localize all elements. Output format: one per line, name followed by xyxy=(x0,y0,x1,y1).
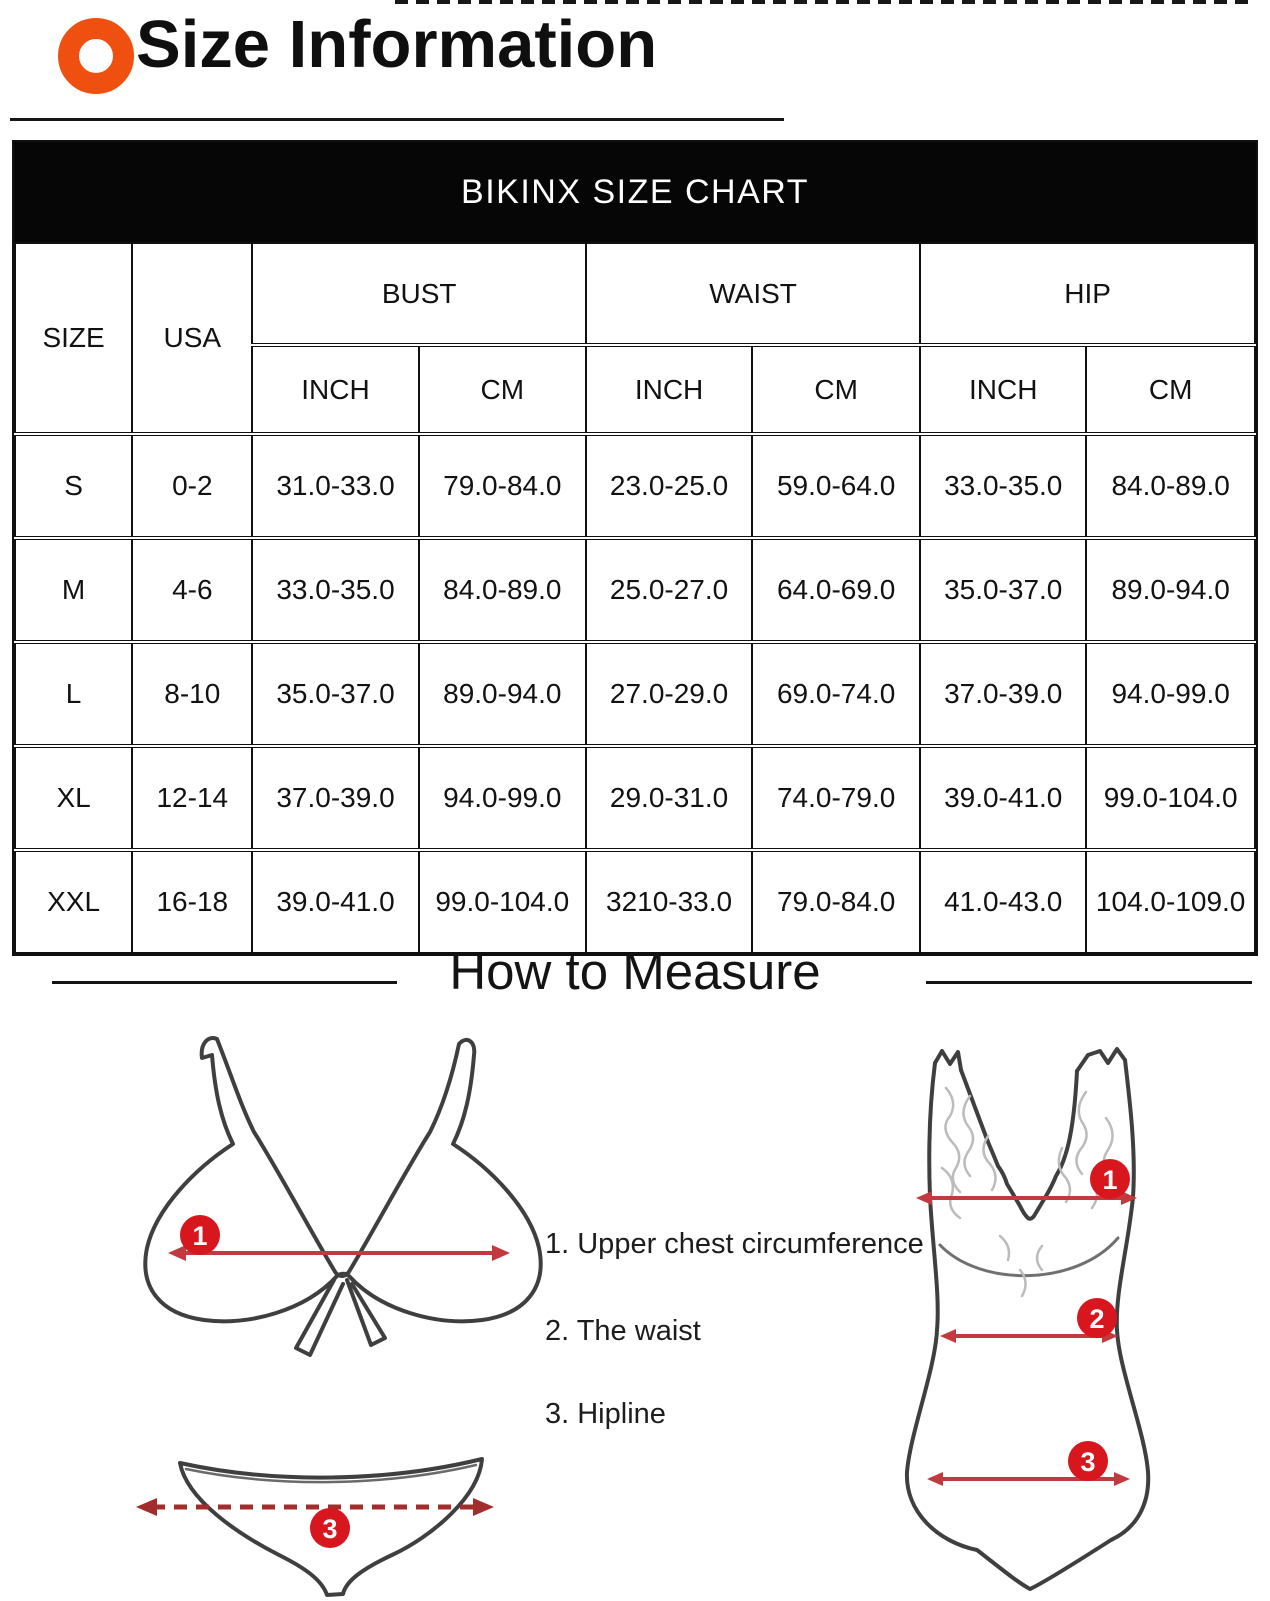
size-cell: 35.0-37.0 xyxy=(920,538,1086,642)
size-cell: 69.0-74.0 xyxy=(752,642,920,746)
table-row xyxy=(15,538,1255,642)
size-cell: 4-6 xyxy=(132,538,252,642)
arrow-head-right-icon xyxy=(492,1245,510,1261)
one-piece-strap-top-right xyxy=(1077,1049,1125,1071)
ruffle-texture xyxy=(1000,1236,1009,1260)
size-cell: 0-2 xyxy=(132,434,252,538)
table-row xyxy=(15,850,1255,953)
size-cell: 79.0-84.0 xyxy=(752,850,920,953)
col-subheader-bust-cm: CM xyxy=(419,345,586,434)
arrow-head-left-icon xyxy=(927,1472,943,1486)
how-to-measure-title: How to Measure xyxy=(449,943,821,1000)
marker-1-number: 1 xyxy=(1102,1165,1118,1195)
page-title: Size Information xyxy=(136,7,658,82)
size-cell: 31.0-33.0 xyxy=(252,434,418,538)
one-piece-strap-top-left xyxy=(935,1051,961,1070)
size-chart-banner xyxy=(14,142,1256,242)
ruffle-texture xyxy=(945,1088,960,1192)
size-cell: 23.0-25.0 xyxy=(586,434,752,538)
marker-3-number: 3 xyxy=(322,1514,338,1544)
measure-item-hipline: 3. Hipline xyxy=(545,1398,666,1430)
arrow-head-right-icon xyxy=(473,1498,494,1516)
col-header-size: SIZE xyxy=(15,243,132,434)
measure-item-waist: 2. The waist xyxy=(545,1315,701,1347)
title-divider xyxy=(10,118,784,121)
size-cell: 94.0-99.0 xyxy=(419,746,586,850)
arrow-head-left-icon xyxy=(916,1191,932,1205)
size-cell: 25.0-27.0 xyxy=(586,538,752,642)
size-cell: M xyxy=(15,538,132,642)
col-subheader-bust-inch: INCH xyxy=(252,345,418,434)
size-cell: 33.0-35.0 xyxy=(920,434,1086,538)
ruffle-texture xyxy=(1037,1246,1042,1270)
table-row xyxy=(15,434,1255,538)
ruffle-texture xyxy=(963,1096,973,1176)
measure-item-chest: 1. Upper chest circumference xyxy=(545,1228,924,1260)
marker-2-number: 2 xyxy=(1089,1304,1105,1334)
arrow-head-left-icon xyxy=(940,1329,956,1343)
bikini-top-illustration xyxy=(138,1022,568,1367)
size-cell: 104.0-109.0 xyxy=(1086,850,1255,953)
size-cell: 37.0-39.0 xyxy=(920,642,1086,746)
bikini-bottom-illustration xyxy=(130,1375,500,1601)
col-subheader-waist-inch: INCH xyxy=(586,345,752,434)
one-piece-underbust-seam xyxy=(940,1238,1118,1276)
size-cell: 12-14 xyxy=(132,746,252,850)
cropped-content-artifact xyxy=(395,0,1248,4)
arrow-head-left-icon xyxy=(168,1245,186,1261)
size-cell: S xyxy=(15,434,132,538)
col-subheader-waist-cm: CM xyxy=(752,345,920,434)
table-row xyxy=(15,746,1255,850)
table-row xyxy=(15,642,1255,746)
size-cell: 59.0-64.0 xyxy=(752,434,920,538)
marker-1-number: 1 xyxy=(192,1221,208,1251)
size-cell: L xyxy=(15,642,132,746)
size-cell: 41.0-43.0 xyxy=(920,850,1086,953)
col-group-waist: WAIST xyxy=(586,243,920,345)
size-cell: 79.0-84.0 xyxy=(419,434,586,538)
size-cell: XXL xyxy=(15,850,132,953)
size-cell: 39.0-41.0 xyxy=(920,746,1086,850)
how-to-measure-line-right xyxy=(926,981,1252,984)
size-cell: 37.0-39.0 xyxy=(252,746,418,850)
size-cell: 99.0-104.0 xyxy=(1086,746,1255,850)
size-cell: 33.0-35.0 xyxy=(252,538,418,642)
arrow-head-right-icon xyxy=(1114,1472,1130,1486)
bikini-top-outline xyxy=(145,1038,540,1321)
size-cell: XL xyxy=(15,746,132,850)
how-to-measure-line-left xyxy=(52,981,397,984)
col-group-hip: HIP xyxy=(920,243,1255,345)
size-cell: 84.0-89.0 xyxy=(419,538,586,642)
bullet-ring-icon xyxy=(58,18,134,94)
col-group-bust: BUST xyxy=(252,243,586,345)
one-piece-illustration xyxy=(880,1040,1230,1600)
size-cell: 3210-33.0 xyxy=(586,850,752,953)
size-cell: 89.0-94.0 xyxy=(419,642,586,746)
size-cell: 84.0-89.0 xyxy=(1086,434,1255,538)
col-subheader-hip-cm: CM xyxy=(1086,345,1255,434)
ruffle-texture xyxy=(1020,1270,1026,1296)
size-cell: 35.0-37.0 xyxy=(252,642,418,746)
marker-3-number: 3 xyxy=(1080,1447,1096,1477)
size-cell: 64.0-69.0 xyxy=(752,538,920,642)
size-chart xyxy=(12,140,1258,956)
size-chart-table xyxy=(14,242,1256,954)
size-cell: 89.0-94.0 xyxy=(1086,538,1255,642)
col-header-usa: USA xyxy=(132,243,252,434)
ruffle-texture xyxy=(942,1168,960,1218)
size-cell: 29.0-31.0 xyxy=(586,746,752,850)
col-subheader-hip-inch: INCH xyxy=(920,345,1086,434)
ruffle-texture xyxy=(1076,1092,1086,1174)
size-cell: 16-18 xyxy=(132,850,252,953)
size-cell: 39.0-41.0 xyxy=(252,850,418,953)
arrow-head-left-icon xyxy=(136,1498,157,1516)
size-cell: 27.0-29.0 xyxy=(586,642,752,746)
size-cell: 99.0-104.0 xyxy=(419,850,586,953)
size-cell: 74.0-79.0 xyxy=(752,746,920,850)
size-cell: 94.0-99.0 xyxy=(1086,642,1255,746)
size-chart-title: BIKINX SIZE CHART xyxy=(461,172,809,211)
size-cell: 8-10 xyxy=(132,642,252,746)
